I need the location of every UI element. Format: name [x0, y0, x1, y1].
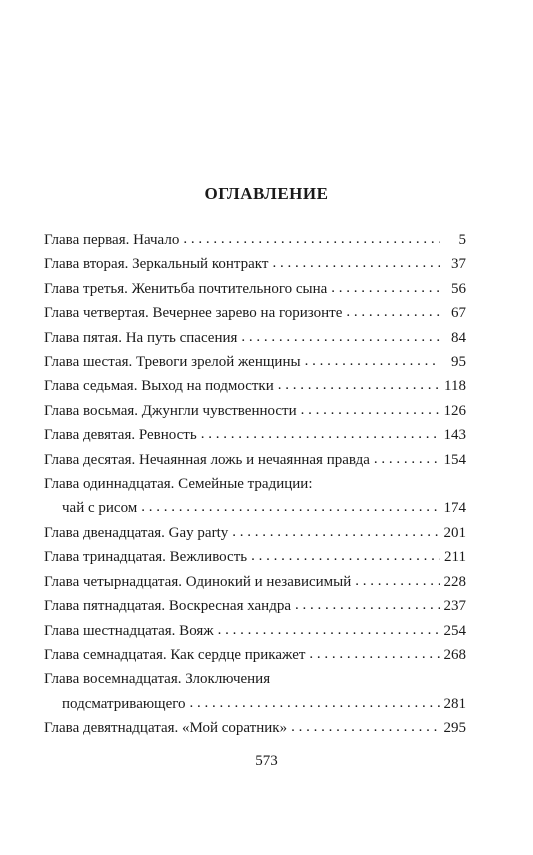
dot-leader — [309, 642, 439, 666]
toc-entry-page: 201 — [443, 524, 466, 541]
dot-leader — [355, 569, 439, 593]
dot-leader — [305, 349, 440, 373]
toc-entry-6 — [44, 350, 466, 374]
toc-entry-page: 56 — [451, 280, 466, 297]
dot-leader — [251, 544, 440, 568]
toc-entry-page: 37 — [451, 256, 466, 273]
toc-entry-title: Глава тринадцатая. Вежливость — [44, 549, 248, 566]
dot-leader — [190, 691, 440, 715]
toc-entry-12 — [44, 521, 466, 545]
toc-entry-title-continuation: чай с рисом — [62, 500, 138, 517]
toc-entry-title: Глава восемнадцатая. Злоключения — [44, 671, 271, 688]
dot-leader — [218, 618, 440, 642]
toc-entry-10 — [44, 448, 466, 472]
toc-entry-page: 126 — [443, 402, 466, 419]
toc-entry-page: 67 — [451, 305, 466, 322]
toc-entry-page: 211 — [444, 549, 466, 566]
toc-entry-page: 281 — [443, 695, 466, 712]
toc-entry-page: 174 — [443, 500, 466, 517]
dot-leader — [278, 373, 440, 397]
toc-entry-17 — [44, 643, 466, 667]
dot-leader — [295, 593, 440, 617]
toc-entry-18 — [44, 667, 466, 716]
dot-leader — [301, 398, 440, 422]
toc-entry-7 — [44, 374, 466, 398]
toc-entry-title: Глава пятая. На путь спасения — [44, 329, 238, 346]
toc-entry-page: 118 — [444, 378, 466, 395]
toc-entry-title: Глава восьмая. Джунгли чувственности — [44, 402, 297, 419]
toc-entry-title: Глава двенадцатая. Gay party — [44, 524, 229, 541]
toc-entry-page: 254 — [443, 622, 466, 639]
toc-entry-16 — [44, 619, 466, 643]
toc-heading: ОГЛАВЛЕНИЕ — [204, 184, 329, 203]
toc-entry-page: 84 — [451, 329, 466, 346]
toc-entry-page: 228 — [443, 573, 466, 590]
toc-entry-8 — [44, 399, 466, 423]
toc-entry-title: Глава десятая. Нечаянная ложь и нечаянная правда — [44, 451, 370, 468]
toc-entry-title: Глава шестнадцатая. Вояж — [44, 622, 214, 639]
toc-entry-3 — [44, 277, 466, 301]
page-number: 573 — [255, 753, 278, 769]
toc-entry-11 — [44, 472, 466, 521]
toc-entry-14 — [44, 570, 466, 594]
toc-entry-page: 5 — [458, 232, 466, 248]
toc-entry-15 — [44, 594, 466, 618]
toc-entry-title: Глава девятнадцатая. «Мой соратник» — [44, 720, 288, 737]
dot-leader — [201, 422, 440, 446]
dot-leader — [331, 276, 440, 300]
toc-entry-title-continuation: подсматривающего — [62, 695, 186, 712]
toc-entry-title: Глава первая. Начало — [44, 232, 180, 248]
dot-leader — [374, 447, 440, 471]
toc-entry-2 — [44, 252, 466, 276]
toc-entry-title: Глава четвертая. Вечернее зарево на горизонте — [44, 305, 343, 322]
dot-leader — [241, 325, 440, 349]
dot-leader — [272, 251, 440, 275]
dot-leader — [291, 715, 439, 739]
toc-entry-13 — [44, 545, 466, 569]
toc-entry-title: Глава девятая. Ревность — [44, 427, 197, 444]
toc-entry-title: Глава одиннадцатая. Семейные традиции: — [44, 476, 313, 493]
toc-entry-5 — [44, 326, 466, 350]
toc-entry-9 — [44, 423, 466, 447]
toc-list — [44, 228, 466, 741]
toc-entry-title: Глава вторая. Зеркальный контракт — [44, 256, 269, 273]
toc-entry-page: 295 — [443, 720, 466, 737]
toc-entry-title: Глава семнадцатая. Как сердце прикажет — [44, 646, 306, 663]
toc-entry-page: 268 — [443, 646, 466, 663]
dot-leader — [141, 495, 439, 519]
toc-entry-page: 143 — [443, 427, 466, 444]
toc-entry-title: Глава шестая. Тревоги зрелой женщины — [44, 354, 301, 371]
toc-entry-4 — [44, 301, 466, 325]
toc-entry-1 — [44, 228, 466, 252]
toc-entry-page: 95 — [451, 354, 466, 371]
dot-leader — [183, 227, 440, 251]
toc-entry-title: Глава седьмая. Выход на подмостки — [44, 378, 274, 395]
toc-entry-title: Глава пятнадцатая. Воскресная хандра — [44, 598, 291, 615]
toc-entry-title: Глава третья. Женитьба почтительного сына — [44, 280, 328, 297]
toc-entry-page: 237 — [443, 598, 466, 615]
dot-leader — [346, 300, 440, 324]
dot-leader — [232, 520, 439, 544]
toc-entry-page: 154 — [443, 451, 466, 468]
toc-entry-19 — [44, 716, 466, 740]
toc-entry-title: Глава четырнадцатая. Одинокий и независимый — [44, 573, 352, 590]
